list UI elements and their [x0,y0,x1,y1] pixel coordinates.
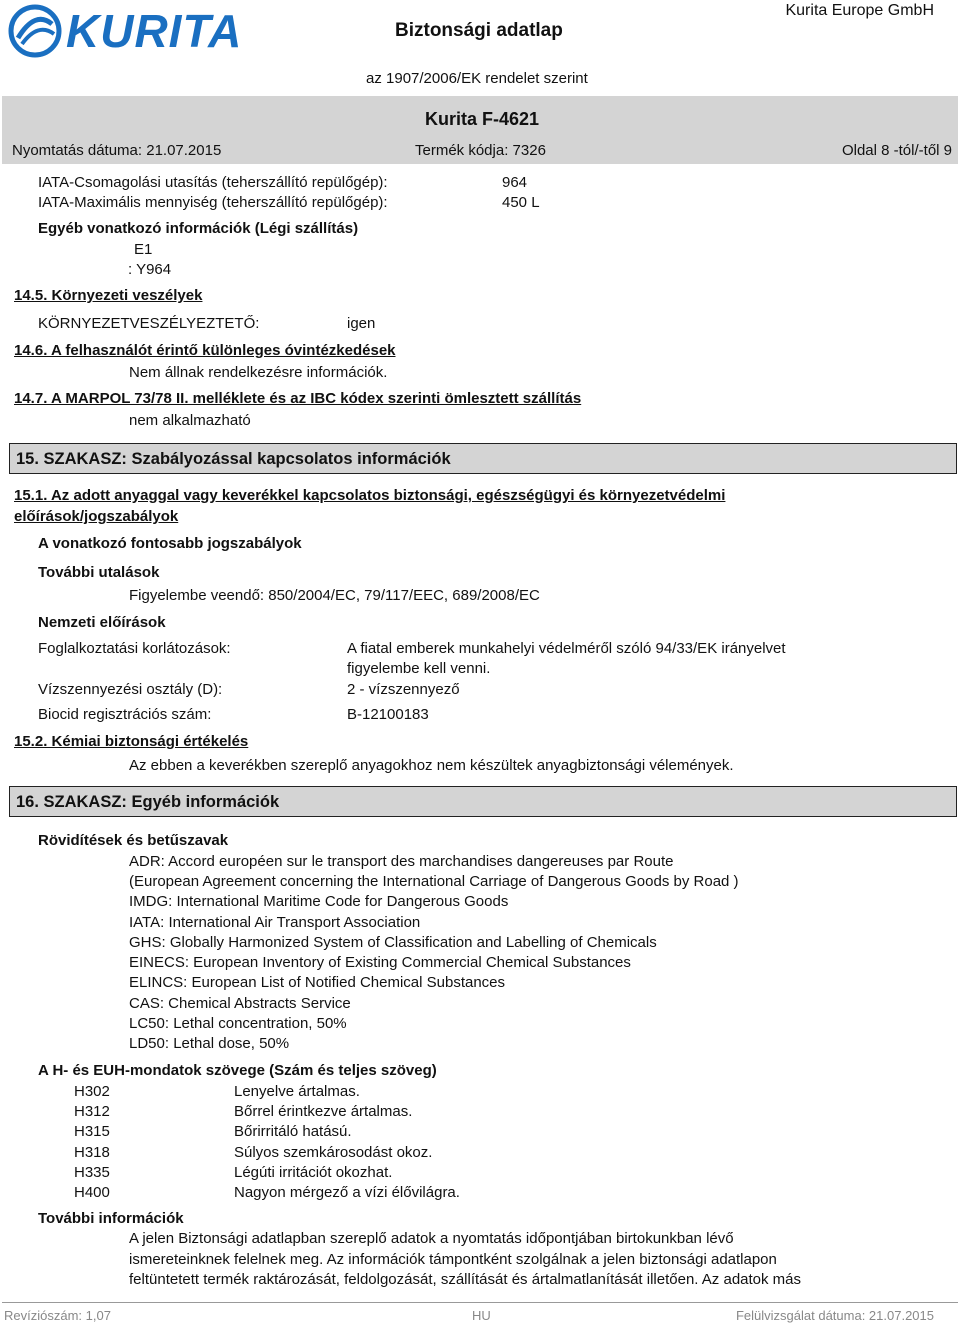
s15-2-heading: 15.2. Kémiai biztonsági értékelés [14,733,249,750]
product-code: Termék kódja: 7326 [415,142,546,159]
user-precautions-text: Nem állnak rendelkezésre információk. [129,364,388,381]
h-text: Bőrirritáló hatású. [234,1123,352,1140]
env-hazard-value: igen [347,315,376,332]
other-air-line-1: E1 [134,241,153,258]
h-code: H302 [74,1083,110,1100]
logo-wordmark: KURITA [66,5,243,57]
marpol-heading: 14.7. A MARPOL 73/78 II. melléklete és az IBC kódex szerinti ömlesztett szállítás [14,390,582,407]
page-number: Oldal 8 -tól/-től 9 [841,142,952,159]
h-code: H312 [74,1103,110,1120]
revision-number: Revíziószám: 1,07 [4,1308,111,1323]
refs-text: Figyelembe veendő: 850/2004/EC, 79/117/EEC, 689/2008/EC [129,587,540,604]
review-date: Felülvizsgálat dátuma: 21.07.2015 [735,1308,934,1323]
h-code: H315 [74,1123,110,1140]
further-info-heading: További információk [38,1210,184,1227]
further-info-line: A jelen Biztonsági adatlapban szereplő adatok a nyomtatás időpontjában birtokunkban lévő [129,1230,734,1247]
abbr-item: (European Agreement concerning the International Carriage of Dangerous Goods by Road ) [129,873,739,890]
doc-title: Biztonsági adatlap [395,20,563,41]
abbr-item: ADR: Accord européen sur le transport des marchandises dangereuses par Route [129,853,674,870]
section-15-title: 15. SZAKASZ: Szabályozással kapcsolatos információk [16,450,451,468]
h-text: Bőrrel érintkezve ártalmas. [234,1103,413,1120]
biocide-value: B-12100183 [347,706,429,723]
user-precautions-heading: 14.6. A felhasználót érintő különleges óvintézkedések [14,342,396,359]
company-name: Kurita Europe GmbH [785,2,934,19]
biocide-label: Biocid regisztrációs szám: [38,706,212,723]
iata-pack-label: IATA-Csomagolási utasítás (teherszállító repülőgép): [38,174,388,191]
further-info-line: ismereteinknek felelnek meg. Az információk támpontként szolgálnak a jelen biztonsági adatlapon [129,1251,777,1268]
employment-label: Foglalkoztatási korlátozások: [38,640,231,657]
abbr-item: LD50: Lethal dose, 50% [129,1035,290,1052]
employment-line-2: figyelembe kell venni. [347,660,491,677]
further-info-line: feltüntetett termék raktározását, feldolgozását, szállítását és ártalmatlanítását illetően. Az adatok más [129,1271,802,1288]
abbr-item: GHS: Globally Harmonized System of Classification and Labelling of Chemicals [129,934,657,951]
h-text: Súlyos szemkárosodást okoz. [234,1144,433,1161]
iata-pack-value: 964 [502,174,528,191]
env-hazards-heading: 14.5. Környezeti veszélyek [14,287,203,304]
env-hazard-label: KÖRNYEZETVESZÉLYEZTETŐ: [38,315,260,332]
s15-2-text: Az ebben a keverékben szereplő anyagokhoz nem készültek anyagbiztonsági vélemények. [129,757,734,774]
h-text: Lenyelve ártalmas. [234,1083,360,1100]
h-code: H318 [74,1144,110,1161]
h-text: Nagyon mérgező a vízi élővilágra. [234,1184,460,1201]
print-date: Nyomtatás dátuma: 21.07.2015 [12,142,222,159]
abbr-item: LC50: Lethal concentration, 50% [129,1015,347,1032]
national-heading: Nemzeti előírások [38,614,166,631]
h-code: H335 [74,1164,110,1181]
product-name: Kurita F-4621 [425,109,540,129]
s15-1-heading-line2: előírások/jogszabályok [14,508,179,525]
iata-max-label: IATA-Maximális mennyiség (teherszállító repülőgép): [38,194,388,211]
h-code: H400 [74,1184,110,1201]
language-code: HU [472,1308,491,1323]
other-air-line-2: : Y964 [128,261,172,278]
other-air-heading: Egyéb vonatkozó információk (Légi szállítás) [38,220,359,237]
abbr-item: ELINCS: European List of Notified Chemical Substances [129,974,506,991]
water-class-label: Vízszennyezési osztály (D): [38,681,223,698]
section-15-bar [9,443,957,474]
section-16-bar [9,786,957,817]
kurita-swirl-icon [8,4,64,58]
water-class-value: 2 - vízszennyező [347,681,460,698]
abbr-item: IMDG: International Maritime Code for Dangerous Goods [129,893,509,910]
abbr-heading: Rövidítések és betűszavak [38,832,229,849]
marpol-text: nem alkalmazható [129,412,251,429]
abbr-item: CAS: Chemical Abstracts Service [129,995,351,1012]
abbr-item: EINECS: European Inventory of Existing Commercial Chemical Substances [129,954,631,971]
s15-1-heading-line1: 15.1. Az adott anyaggal vagy keverékkel kapcsolatos biztonsági, egészségügyi és környezetvédelmi [14,487,726,504]
footer-divider [2,1302,958,1303]
laws-heading: A vonatkozó fontosabb jogszabályok [38,535,302,552]
refs-heading: További utalások [38,564,160,581]
regulation-note: az 1907/2006/EK rendelet szerint [366,70,588,87]
section-16-title: 16. SZAKASZ: Egyéb információk [16,793,280,811]
kurita-logo [8,4,243,58]
abbr-item: IATA: International Air Transport Association [129,914,421,931]
h-statements-heading: A H- és EUH-mondatok szövege (Szám és teljes szöveg) [38,1062,437,1079]
h-text: Légúti irritációt okozhat. [234,1164,393,1181]
employment-line-1: A fiatal emberek munkahelyi védelméről szóló 94/33/EK irányelvet [347,640,786,657]
iata-max-value: 450 L [502,194,540,211]
